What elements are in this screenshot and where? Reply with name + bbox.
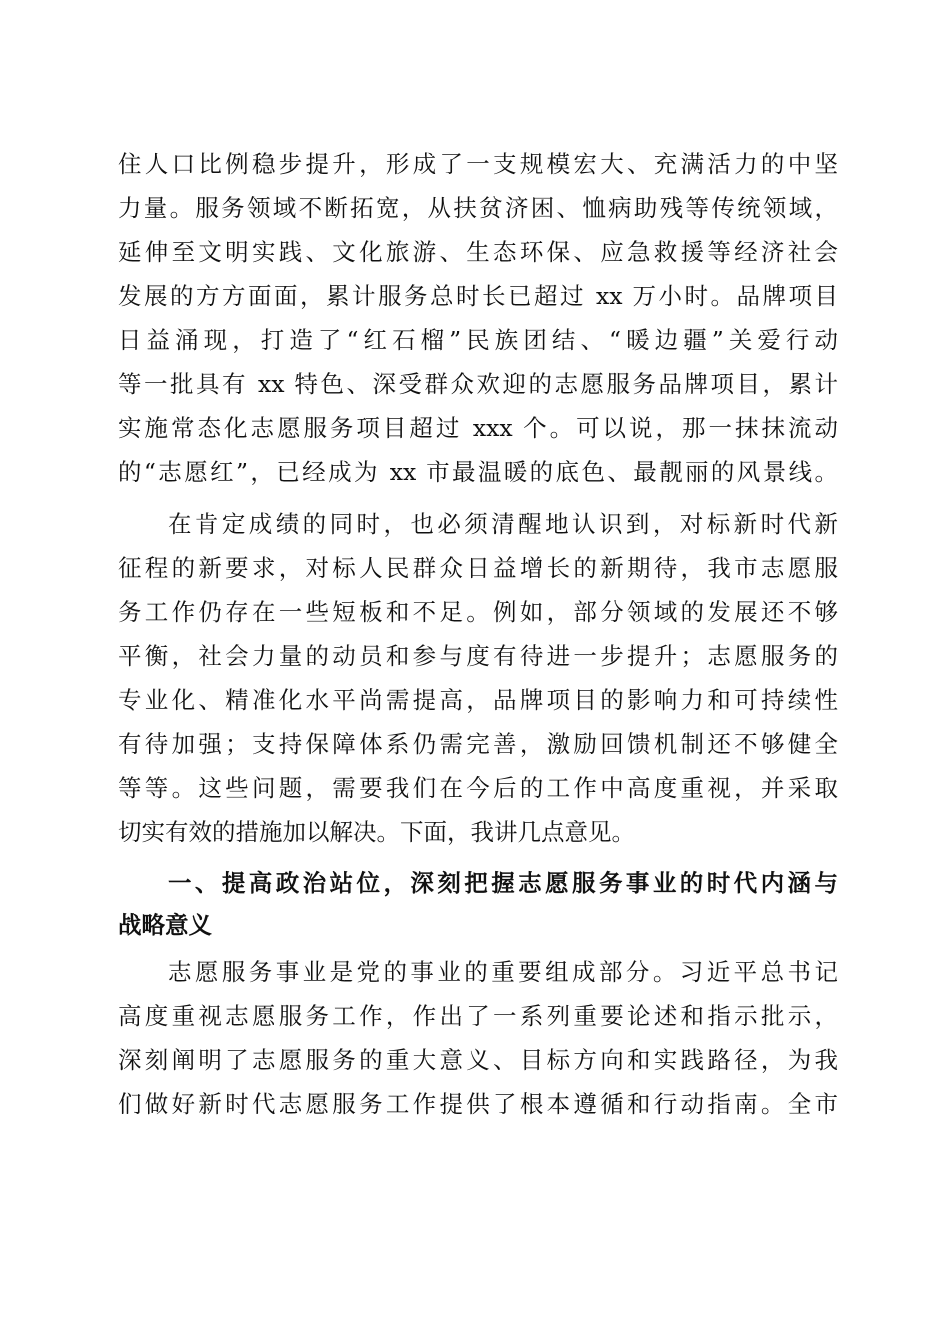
text-line: 等等。这些问题，需要我们在今后的工作中高度重视，并采取 <box>118 774 838 802</box>
text-line: 有待加强；支持保障体系仍需完善，激励回馈机制还不够健全 <box>118 730 838 758</box>
text-line: 平衡，社会力量的动员和参与度有待进一步提升；志愿服务的 <box>118 642 838 670</box>
text-line: 深刻阐明了志愿服务的重大意义、目标方向和实践路径，为我 <box>118 1046 838 1074</box>
text-line: 专业化、精准化水平尚需提高，品牌项目的影响力和可持续性 <box>118 686 838 714</box>
text-line: 务工作仍存在一些短板和不足。例如，部分领域的发展还不够 <box>118 598 838 626</box>
text-line: 实施常态化志愿服务项目超过 xxx 个。可以说，那一抹抹流动 <box>118 414 838 442</box>
text-line: 住人口比例稳步提升，形成了一支规模宏大、充满活力的中坚 <box>118 150 838 178</box>
text-line: 切实有效的措施加以解决。下面，我讲几点意见。 <box>118 818 635 846</box>
text-line: 在肯定成绩的同时，也必须清醒地认识到，对标新时代新 <box>168 510 838 538</box>
text-line: 延伸至文明实践、文化旅游、生态环保、应急救援等经济社会 <box>118 238 838 266</box>
text-line: 高度重视志愿服务工作，作出了一系列重要论述和指示批示， <box>118 1002 838 1030</box>
text-line: 们做好新时代志愿服务工作提供了根本遵循和行动指南。全市 <box>118 1090 838 1118</box>
text-line: 征程的新要求，对标人民群众日益增长的新期待，我市志愿服 <box>118 554 838 582</box>
text-line: 等一批具有 xx 特色、深受群众欢迎的志愿服务品牌项目，累计 <box>118 370 838 398</box>
text-line: 力量。服务领域不断拓宽，从扶贫济困、恤病助残等传统领域， <box>118 194 838 222</box>
heading-line: 一、提高政治站位，深刻把握志愿服务事业的时代内涵与 <box>168 869 838 897</box>
text-line: 志愿服务事业是党的事业的重要组成部分。习近平总书记 <box>168 958 838 986</box>
text-line: 的“志愿红”，已经成为 xx 市最温暖的底色、最靓丽的风景线。 <box>118 458 838 486</box>
text-line: 日益涌现，打造了“红石榴”民族团结、“暖边疆”关爱行动 <box>118 326 838 354</box>
heading-line: 战略意义 <box>118 911 212 939</box>
text-line: 发展的方方面面，累计服务总时长已超过 xx 万小时。品牌项目 <box>118 282 838 310</box>
